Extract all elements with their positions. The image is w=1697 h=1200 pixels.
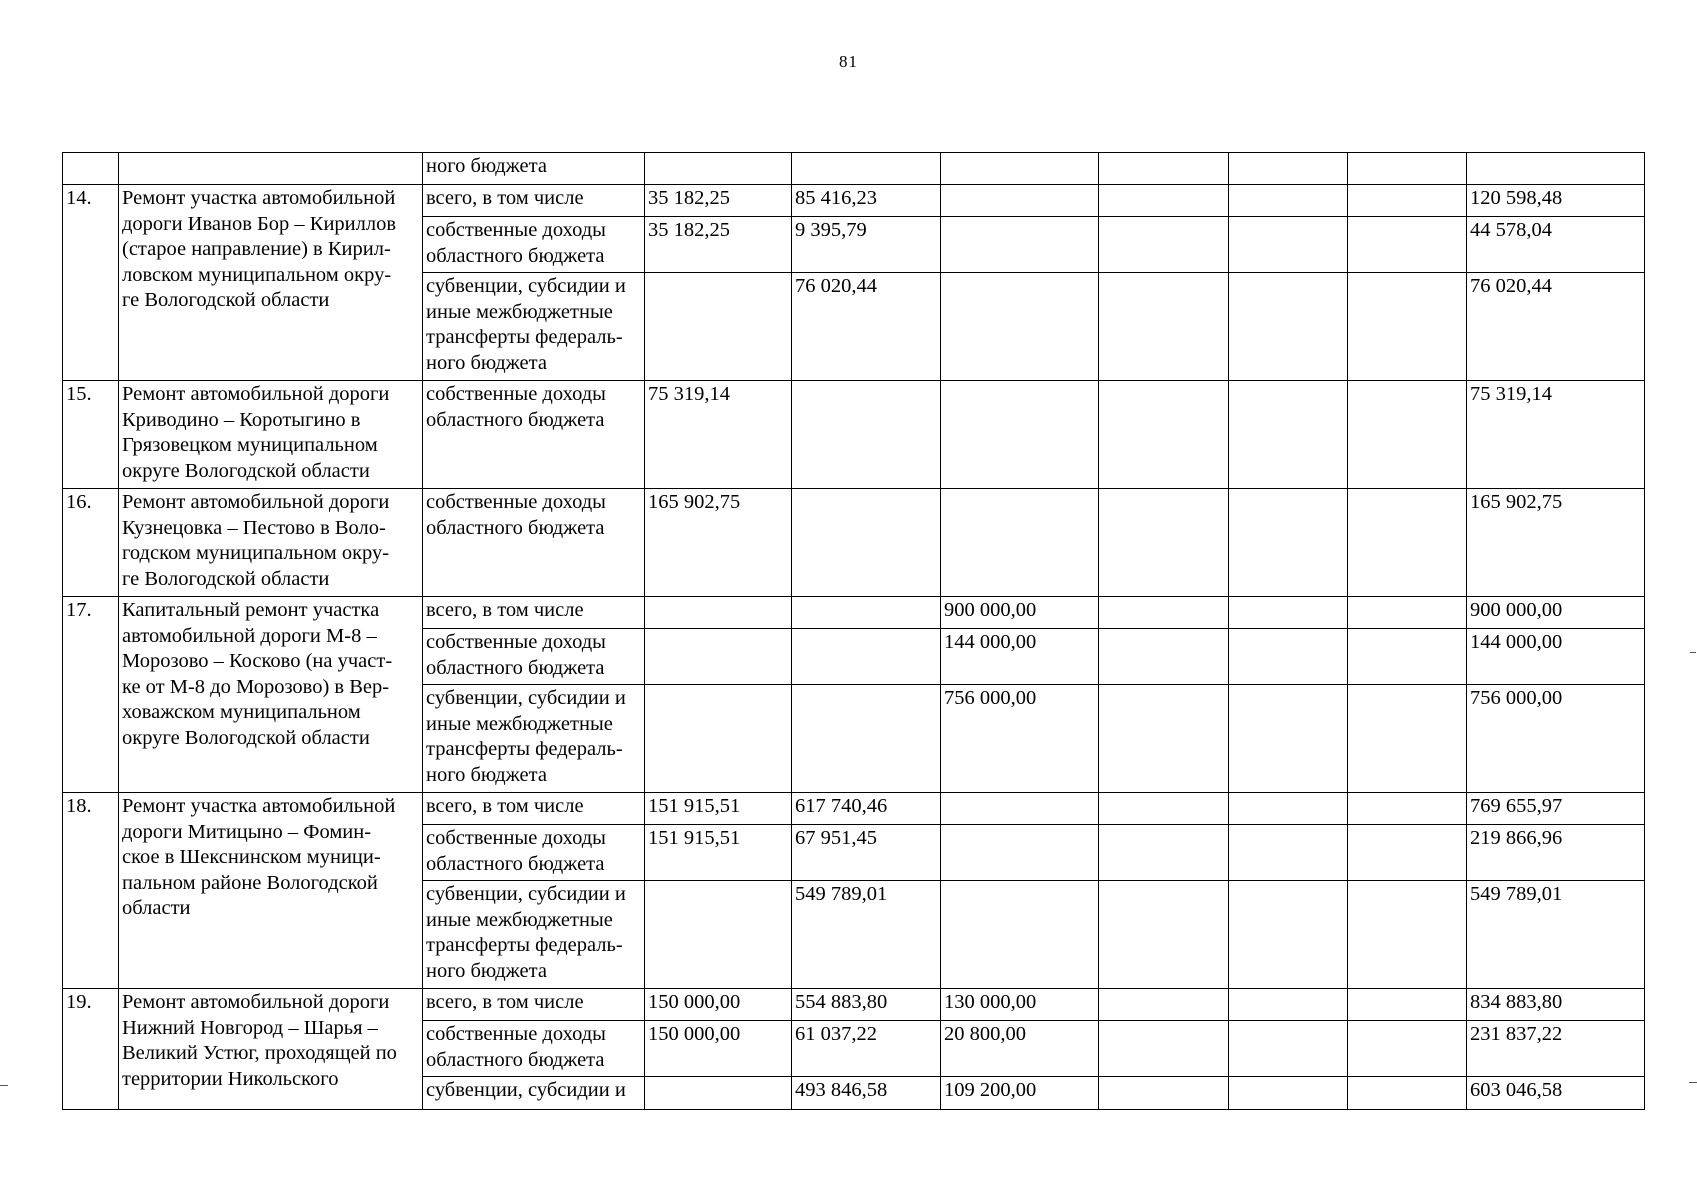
cell-value [645, 629, 792, 685]
cell-total: 549 789,01 [1467, 881, 1645, 989]
cell-total: 76 020,44 [1467, 273, 1645, 381]
cell-value [1348, 881, 1467, 989]
cell-value [1348, 597, 1467, 629]
table-row [63, 381, 1645, 489]
cell-value [941, 153, 1099, 185]
cell-value: 151 915,51 [645, 793, 792, 825]
cell-value: 67 951,45 [792, 825, 941, 881]
table-row [63, 153, 1645, 185]
cell-source: собственные доходы областного бюджета [423, 489, 645, 597]
cell-value [1229, 1077, 1348, 1110]
cell-total: 834 883,80 [1467, 989, 1645, 1021]
cell-value [1229, 1021, 1348, 1077]
cell-value: 35 182,25 [645, 217, 792, 273]
cell-value: 76 020,44 [792, 273, 941, 381]
cell-value: 165 902,75 [645, 489, 792, 597]
cell-value [1229, 185, 1348, 217]
cell-value [1348, 685, 1467, 793]
cell-value [941, 793, 1099, 825]
cell-value: 75 319,14 [645, 381, 792, 489]
table-row [63, 185, 1645, 217]
cell-value [1099, 185, 1229, 217]
cell-value [1229, 217, 1348, 273]
cell-value [941, 185, 1099, 217]
cell-num [63, 153, 119, 185]
cell-num: 18. [63, 793, 119, 989]
cell-value [1229, 629, 1348, 685]
cell-value [1348, 153, 1467, 185]
cell-value [1348, 1021, 1467, 1077]
cell-value [1229, 489, 1348, 597]
cell-value [1348, 489, 1467, 597]
cell-value [1099, 685, 1229, 793]
cell-total: 231 837,22 [1467, 1021, 1645, 1077]
cell-value [645, 153, 792, 185]
cell-value: 554 883,80 [792, 989, 941, 1021]
cell-value: 150 000,00 [645, 1021, 792, 1077]
cell-value [645, 1077, 792, 1110]
cell-name: Ремонт автомобильной дороги Криводино – Коротыгино в Грязовецком муниципальном округе Вологодской области [119, 381, 423, 489]
cell-value: 549 789,01 [792, 881, 941, 989]
cell-value [1348, 273, 1467, 381]
cell-value [792, 685, 941, 793]
cell-total: 75 319,14 [1467, 381, 1645, 489]
cell-value [1099, 629, 1229, 685]
table-row [63, 793, 1645, 825]
cell-value [941, 825, 1099, 881]
cell-value [792, 489, 941, 597]
cell-source: собственные доходы областного бюджета [423, 629, 645, 685]
cell-value [645, 881, 792, 989]
cell-value [792, 629, 941, 685]
cell-name: Ремонт автомобильной дороги Нижний Новгород – Шарья – Великий Устюг, проходящей по территории Никольского [119, 989, 423, 1110]
table-row [63, 489, 1645, 597]
cell-value [941, 489, 1099, 597]
cell-num: 15. [63, 381, 119, 489]
cell-total: 900 000,00 [1467, 597, 1645, 629]
cell-value [1099, 489, 1229, 597]
cell-value [645, 597, 792, 629]
cell-value [792, 597, 941, 629]
cell-value [1348, 185, 1467, 217]
cell-total: 603 046,58 [1467, 1077, 1645, 1110]
cell-total: 219 866,96 [1467, 825, 1645, 881]
cell-total [1467, 153, 1645, 185]
table-row [63, 989, 1645, 1021]
cell-value [1229, 793, 1348, 825]
cell-source: субвенции, субсидии и иные межбюджетные трансферты федераль- ного бюджета [423, 273, 645, 381]
cell-name: Капитальный ремонт участка автомобильной дороги М-8 – Морозово – Косково (на участ- ке от М-8 до Морозово) в Вер- ховажском муниципальном округе Вологодской области [119, 597, 423, 793]
cell-value [792, 153, 941, 185]
cell-value: 130 000,00 [941, 989, 1099, 1021]
cell-name: Ремонт участка автомобильной дороги Митицыно – Фомин- ское в Шекснинском муници- пальном районе Вологодской области [119, 793, 423, 989]
cell-value [1229, 273, 1348, 381]
cell-source: субвенции, субсидии и иные межбюджетные трансферты федераль- ного бюджета [423, 881, 645, 989]
cell-value [941, 217, 1099, 273]
budget-table [62, 152, 1645, 1110]
cell-value [1099, 825, 1229, 881]
cell-value [1099, 1077, 1229, 1110]
cell-source: всего, в том числе [423, 597, 645, 629]
cell-source: всего, в том числе [423, 185, 645, 217]
cell-value [1229, 881, 1348, 989]
page-number: 81 [839, 52, 858, 71]
cell-value [1229, 989, 1348, 1021]
scan-mark [1689, 1082, 1697, 1083]
cell-value [1348, 989, 1467, 1021]
cell-value [1348, 1077, 1467, 1110]
cell-source: собственные доходы областного бюджета [423, 217, 645, 273]
cell-value [1099, 153, 1229, 185]
cell-value [645, 685, 792, 793]
scan-mark [1690, 652, 1696, 653]
cell-value [1348, 381, 1467, 489]
cell-value: 150 000,00 [645, 989, 792, 1021]
cell-value [792, 381, 941, 489]
cell-source: субвенции, субсидии и иные межбюджетные трансферты федераль- ного бюджета [423, 685, 645, 793]
cell-value [1099, 597, 1229, 629]
table-row [63, 597, 1645, 629]
cell-source: собственные доходы областного бюджета [423, 825, 645, 881]
cell-value [1099, 881, 1229, 989]
cell-value: 85 416,23 [792, 185, 941, 217]
cell-value [1099, 217, 1229, 273]
cell-value: 617 740,46 [792, 793, 941, 825]
cell-num: 16. [63, 489, 119, 597]
cell-total: 144 000,00 [1467, 629, 1645, 685]
cell-name: Ремонт участка автомобильной дороги Иванов Бор – Кириллов (старое направление) в Кирил- ловском муниципальном окру- ге Вологодской области [119, 185, 423, 381]
cell-name [119, 153, 423, 185]
cell-value [1348, 217, 1467, 273]
cell-value: 20 800,00 [941, 1021, 1099, 1077]
cell-value: 900 000,00 [941, 597, 1099, 629]
cell-value [941, 881, 1099, 989]
cell-source: ного бюджета [423, 153, 645, 185]
cell-value: 144 000,00 [941, 629, 1099, 685]
cell-value [1099, 989, 1229, 1021]
cell-total: 756 000,00 [1467, 685, 1645, 793]
cell-value [1229, 685, 1348, 793]
cell-value [1348, 793, 1467, 825]
cell-value [941, 381, 1099, 489]
cell-value: 61 037,22 [792, 1021, 941, 1077]
cell-value [1099, 381, 1229, 489]
cell-value [1099, 793, 1229, 825]
cell-num: 19. [63, 989, 119, 1110]
cell-value [1348, 629, 1467, 685]
cell-value [1229, 153, 1348, 185]
cell-source: всего, в том числе [423, 989, 645, 1021]
scan-mark [0, 1085, 8, 1086]
cell-value [1348, 825, 1467, 881]
cell-value: 9 395,79 [792, 217, 941, 273]
cell-value: 109 200,00 [941, 1077, 1099, 1110]
cell-source: собственные доходы областного бюджета [423, 381, 645, 489]
cell-value: 151 915,51 [645, 825, 792, 881]
cell-value [1099, 1021, 1229, 1077]
cell-value [1229, 597, 1348, 629]
cell-value [1229, 381, 1348, 489]
cell-source: всего, в том числе [423, 793, 645, 825]
cell-total: 120 598,48 [1467, 185, 1645, 217]
cell-name: Ремонт автомобильной дороги Кузнецовка – Пестово в Воло- годском муниципальном окру- ге Вологодской области [119, 489, 423, 597]
cell-value: 35 182,25 [645, 185, 792, 217]
cell-num: 14. [63, 185, 119, 381]
cell-total: 769 655,97 [1467, 793, 1645, 825]
cell-source: субвенции, субсидии и [423, 1077, 645, 1110]
cell-source: собственные доходы областного бюджета [423, 1021, 645, 1077]
cell-value [1229, 825, 1348, 881]
cell-total: 165 902,75 [1467, 489, 1645, 597]
cell-value [1099, 273, 1229, 381]
cell-total: 44 578,04 [1467, 217, 1645, 273]
cell-value: 756 000,00 [941, 685, 1099, 793]
cell-value [645, 273, 792, 381]
cell-num: 17. [63, 597, 119, 793]
cell-value: 493 846,58 [792, 1077, 941, 1110]
cell-value [941, 273, 1099, 381]
